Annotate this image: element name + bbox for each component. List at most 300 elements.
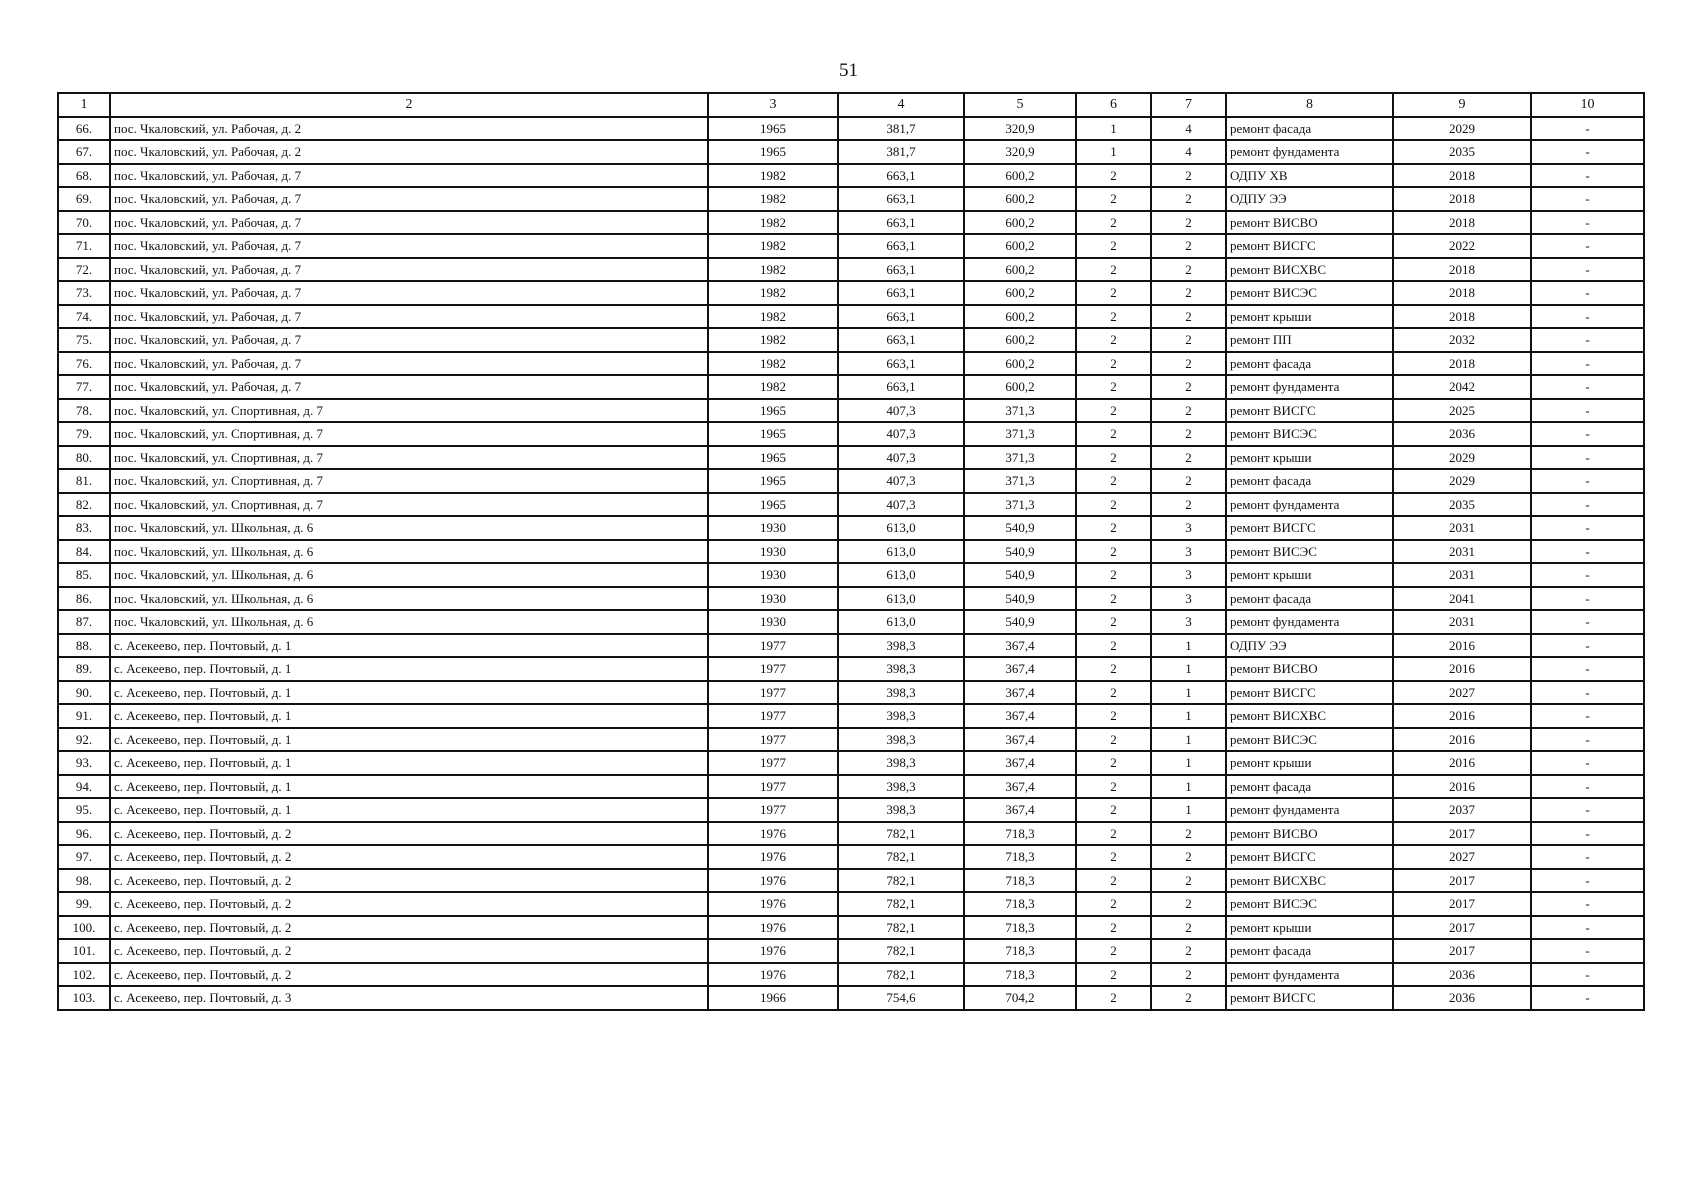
build-year-cell: 1977 [708, 775, 838, 799]
note-cell: - [1531, 869, 1644, 893]
entrances-cell: 2 [1151, 963, 1226, 987]
address-cell: пос. Чкаловский, ул. Рабочая, д. 2 [110, 140, 708, 164]
work-type-cell: ремонт крыши [1226, 446, 1393, 470]
table-row [58, 328, 1644, 352]
living-area-cell: 367,4 [964, 634, 1076, 658]
plan-year-cell: 2032 [1393, 328, 1531, 352]
column-header-8: 8 [1226, 93, 1393, 117]
table-row [58, 634, 1644, 658]
work-type-cell: ремонт ВИСЭС [1226, 540, 1393, 564]
note-cell: - [1531, 164, 1644, 188]
total-area-cell: 613,0 [838, 563, 964, 587]
floors-cell: 2 [1076, 446, 1151, 470]
build-year-cell: 1982 [708, 305, 838, 329]
work-type-cell: ОДПУ ЭЭ [1226, 187, 1393, 211]
work-type-cell: ремонт крыши [1226, 916, 1393, 940]
row-number: 98. [58, 869, 110, 893]
build-year-cell: 1976 [708, 963, 838, 987]
plan-year-cell: 2036 [1393, 422, 1531, 446]
plan-year-cell: 2027 [1393, 681, 1531, 705]
entrances-cell: 3 [1151, 540, 1226, 564]
table-row [58, 352, 1644, 376]
total-area-cell: 663,1 [838, 305, 964, 329]
work-type-cell: ремонт крыши [1226, 305, 1393, 329]
row-number: 74. [58, 305, 110, 329]
column-header-9: 9 [1393, 93, 1531, 117]
build-year-cell: 1977 [708, 798, 838, 822]
total-area-cell: 663,1 [838, 211, 964, 235]
build-year-cell: 1930 [708, 516, 838, 540]
entrances-cell: 2 [1151, 869, 1226, 893]
address-cell: пос. Чкаловский, ул. Школьная, д. 6 [110, 563, 708, 587]
entrances-cell: 2 [1151, 422, 1226, 446]
address-cell: пос. Чкаловский, ул. Рабочая, д. 7 [110, 164, 708, 188]
note-cell: - [1531, 422, 1644, 446]
note-cell: - [1531, 540, 1644, 564]
living-area-cell: 540,9 [964, 516, 1076, 540]
plan-year-cell: 2017 [1393, 939, 1531, 963]
floors-cell: 2 [1076, 986, 1151, 1010]
plan-year-cell: 2029 [1393, 117, 1531, 141]
build-year-cell: 1982 [708, 375, 838, 399]
work-type-cell: ремонт ВИСЭС [1226, 422, 1393, 446]
plan-year-cell: 2031 [1393, 563, 1531, 587]
address-cell: пос. Чкаловский, ул. Рабочая, д. 7 [110, 328, 708, 352]
living-area-cell: 371,3 [964, 446, 1076, 470]
work-type-cell: ремонт ВИСГС [1226, 681, 1393, 705]
address-cell: пос. Чкаловский, ул. Спортивная, д. 7 [110, 422, 708, 446]
floors-cell: 2 [1076, 963, 1151, 987]
living-area-cell: 600,2 [964, 258, 1076, 282]
row-number: 78. [58, 399, 110, 423]
floors-cell: 2 [1076, 352, 1151, 376]
table-row [58, 892, 1644, 916]
plan-year-cell: 2018 [1393, 258, 1531, 282]
work-type-cell: ремонт фасада [1226, 117, 1393, 141]
plan-year-cell: 2035 [1393, 493, 1531, 517]
floors-cell: 2 [1076, 563, 1151, 587]
build-year-cell: 1976 [708, 845, 838, 869]
address-cell: пос. Чкаловский, ул. Рабочая, д. 7 [110, 305, 708, 329]
plan-year-cell: 2022 [1393, 234, 1531, 258]
address-cell: пос. Чкаловский, ул. Спортивная, д. 7 [110, 469, 708, 493]
build-year-cell: 1930 [708, 587, 838, 611]
floors-cell: 2 [1076, 822, 1151, 846]
note-cell: - [1531, 798, 1644, 822]
address-cell: с. Асекеево, пер. Почтовый, д. 2 [110, 963, 708, 987]
table-row [58, 516, 1644, 540]
plan-year-cell: 2016 [1393, 728, 1531, 752]
address-cell: пос. Чкаловский, ул. Рабочая, д. 7 [110, 352, 708, 376]
total-area-cell: 381,7 [838, 117, 964, 141]
table-row [58, 775, 1644, 799]
table-row [58, 939, 1644, 963]
row-number: 88. [58, 634, 110, 658]
note-cell: - [1531, 328, 1644, 352]
address-cell: пос. Чкаловский, ул. Спортивная, д. 7 [110, 446, 708, 470]
floors-cell: 2 [1076, 728, 1151, 752]
address-cell: пос. Чкаловский, ул. Школьная, д. 6 [110, 540, 708, 564]
total-area-cell: 398,3 [838, 681, 964, 705]
build-year-cell: 1982 [708, 187, 838, 211]
address-cell: пос. Чкаловский, ул. Рабочая, д. 7 [110, 211, 708, 235]
work-type-cell: ОДПУ ХВ [1226, 164, 1393, 188]
row-number: 91. [58, 704, 110, 728]
plan-year-cell: 2016 [1393, 775, 1531, 799]
column-header-3: 3 [708, 93, 838, 117]
build-year-cell: 1982 [708, 211, 838, 235]
table-row [58, 986, 1644, 1010]
build-year-cell: 1965 [708, 117, 838, 141]
build-year-cell: 1976 [708, 892, 838, 916]
column-header-10: 10 [1531, 93, 1644, 117]
living-area-cell: 718,3 [964, 939, 1076, 963]
address-cell: пос. Чкаловский, ул. Рабочая, д. 7 [110, 281, 708, 305]
row-number: 93. [58, 751, 110, 775]
plan-year-cell: 2031 [1393, 610, 1531, 634]
floors-cell: 2 [1076, 258, 1151, 282]
entrances-cell: 1 [1151, 798, 1226, 822]
address-cell: с. Асекеево, пер. Почтовый, д. 2 [110, 822, 708, 846]
build-year-cell: 1977 [708, 704, 838, 728]
address-cell: пос. Чкаловский, ул. Школьная, д. 6 [110, 587, 708, 611]
note-cell: - [1531, 681, 1644, 705]
floors-cell: 2 [1076, 305, 1151, 329]
floors-cell: 2 [1076, 164, 1151, 188]
address-cell: с. Асекеево, пер. Почтовый, д. 1 [110, 798, 708, 822]
plan-year-cell: 2018 [1393, 187, 1531, 211]
floors-cell: 2 [1076, 375, 1151, 399]
entrances-cell: 1 [1151, 681, 1226, 705]
row-number: 97. [58, 845, 110, 869]
living-area-cell: 600,2 [964, 328, 1076, 352]
floors-cell: 2 [1076, 281, 1151, 305]
build-year-cell: 1977 [708, 751, 838, 775]
row-number: 92. [58, 728, 110, 752]
note-cell: - [1531, 117, 1644, 141]
plan-year-cell: 2016 [1393, 704, 1531, 728]
work-type-cell: ремонт фасада [1226, 352, 1393, 376]
table-row [58, 399, 1644, 423]
row-number: 82. [58, 493, 110, 517]
row-number: 86. [58, 587, 110, 611]
total-area-cell: 782,1 [838, 869, 964, 893]
work-type-cell: ремонт ВИСХВС [1226, 258, 1393, 282]
entrances-cell: 2 [1151, 352, 1226, 376]
total-area-cell: 663,1 [838, 164, 964, 188]
living-area-cell: 371,3 [964, 422, 1076, 446]
build-year-cell: 1976 [708, 869, 838, 893]
note-cell: - [1531, 775, 1644, 799]
plan-year-cell: 2027 [1393, 845, 1531, 869]
table-row [58, 540, 1644, 564]
note-cell: - [1531, 728, 1644, 752]
column-header-7: 7 [1151, 93, 1226, 117]
entrances-cell: 4 [1151, 117, 1226, 141]
row-number: 80. [58, 446, 110, 470]
work-type-cell: ремонт ВИСЭС [1226, 281, 1393, 305]
living-area-cell: 367,4 [964, 657, 1076, 681]
address-cell: с. Асекеево, пер. Почтовый, д. 1 [110, 704, 708, 728]
build-year-cell: 1977 [708, 681, 838, 705]
build-year-cell: 1965 [708, 469, 838, 493]
floors-cell: 2 [1076, 399, 1151, 423]
address-cell: с. Асекеево, пер. Почтовый, д. 2 [110, 845, 708, 869]
total-area-cell: 613,0 [838, 540, 964, 564]
living-area-cell: 600,2 [964, 211, 1076, 235]
living-area-cell: 367,4 [964, 728, 1076, 752]
entrances-cell: 1 [1151, 751, 1226, 775]
total-area-cell: 398,3 [838, 657, 964, 681]
table-row [58, 493, 1644, 517]
build-year-cell: 1976 [708, 916, 838, 940]
plan-year-cell: 2036 [1393, 986, 1531, 1010]
floors-cell: 2 [1076, 845, 1151, 869]
living-area-cell: 367,4 [964, 775, 1076, 799]
table-row [58, 469, 1644, 493]
entrances-cell: 2 [1151, 305, 1226, 329]
work-type-cell: ремонт фундамента [1226, 798, 1393, 822]
row-number: 73. [58, 281, 110, 305]
row-number: 90. [58, 681, 110, 705]
living-area-cell: 320,9 [964, 117, 1076, 141]
work-type-cell: ремонт фасада [1226, 469, 1393, 493]
floors-cell: 1 [1076, 117, 1151, 141]
row-number: 89. [58, 657, 110, 681]
plan-year-cell: 2041 [1393, 587, 1531, 611]
note-cell: - [1531, 657, 1644, 681]
entrances-cell: 2 [1151, 375, 1226, 399]
build-year-cell: 1982 [708, 234, 838, 258]
floors-cell: 2 [1076, 939, 1151, 963]
work-type-cell: ОДПУ ЭЭ [1226, 634, 1393, 658]
work-type-cell: ремонт фундамента [1226, 375, 1393, 399]
build-year-cell: 1966 [708, 986, 838, 1010]
address-cell: с. Асекеево, пер. Почтовый, д. 3 [110, 986, 708, 1010]
row-number: 81. [58, 469, 110, 493]
total-area-cell: 754,6 [838, 986, 964, 1010]
floors-cell: 2 [1076, 704, 1151, 728]
floors-cell: 2 [1076, 469, 1151, 493]
plan-year-cell: 2025 [1393, 399, 1531, 423]
living-area-cell: 367,4 [964, 798, 1076, 822]
table-row [58, 117, 1644, 141]
table-row [58, 211, 1644, 235]
floors-cell: 2 [1076, 234, 1151, 258]
header-row [58, 93, 1644, 117]
floors-cell: 2 [1076, 187, 1151, 211]
note-cell: - [1531, 493, 1644, 517]
note-cell: - [1531, 469, 1644, 493]
plan-year-cell: 2018 [1393, 305, 1531, 329]
total-area-cell: 398,3 [838, 751, 964, 775]
address-cell: с. Асекеево, пер. Почтовый, д. 2 [110, 892, 708, 916]
note-cell: - [1531, 187, 1644, 211]
living-area-cell: 540,9 [964, 587, 1076, 611]
row-number: 102. [58, 963, 110, 987]
living-area-cell: 540,9 [964, 563, 1076, 587]
plan-year-cell: 2018 [1393, 164, 1531, 188]
table-row [58, 234, 1644, 258]
entrances-cell: 3 [1151, 563, 1226, 587]
note-cell: - [1531, 446, 1644, 470]
repair-schedule-table [57, 92, 1645, 1011]
note-cell: - [1531, 211, 1644, 235]
address-cell: пос. Чкаловский, ул. Рабочая, д. 7 [110, 258, 708, 282]
note-cell: - [1531, 939, 1644, 963]
build-year-cell: 1982 [708, 164, 838, 188]
plan-year-cell: 2029 [1393, 446, 1531, 470]
address-cell: пос. Чкаловский, ул. Рабочая, д. 7 [110, 234, 708, 258]
build-year-cell: 1965 [708, 422, 838, 446]
total-area-cell: 782,1 [838, 963, 964, 987]
note-cell: - [1531, 963, 1644, 987]
table-row [58, 305, 1644, 329]
total-area-cell: 663,1 [838, 234, 964, 258]
total-area-cell: 663,1 [838, 328, 964, 352]
living-area-cell: 718,3 [964, 916, 1076, 940]
build-year-cell: 1977 [708, 634, 838, 658]
entrances-cell: 3 [1151, 610, 1226, 634]
plan-year-cell: 2018 [1393, 211, 1531, 235]
note-cell: - [1531, 892, 1644, 916]
total-area-cell: 398,3 [838, 798, 964, 822]
note-cell: - [1531, 258, 1644, 282]
row-number: 101. [58, 939, 110, 963]
total-area-cell: 398,3 [838, 775, 964, 799]
floors-cell: 2 [1076, 328, 1151, 352]
work-type-cell: ремонт ВИСВО [1226, 822, 1393, 846]
row-number: 71. [58, 234, 110, 258]
table-row [58, 422, 1644, 446]
table-row [58, 916, 1644, 940]
floors-cell: 2 [1076, 869, 1151, 893]
living-area-cell: 540,9 [964, 540, 1076, 564]
living-area-cell: 371,3 [964, 399, 1076, 423]
work-type-cell: ремонт фундамента [1226, 963, 1393, 987]
build-year-cell: 1965 [708, 446, 838, 470]
living-area-cell: 320,9 [964, 140, 1076, 164]
total-area-cell: 663,1 [838, 281, 964, 305]
total-area-cell: 613,0 [838, 587, 964, 611]
floors-cell: 2 [1076, 751, 1151, 775]
address-cell: с. Асекеево, пер. Почтовый, д. 1 [110, 751, 708, 775]
living-area-cell: 600,2 [964, 305, 1076, 329]
note-cell: - [1531, 822, 1644, 846]
living-area-cell: 367,4 [964, 704, 1076, 728]
note-cell: - [1531, 610, 1644, 634]
table-row [58, 869, 1644, 893]
work-type-cell: ремонт фундамента [1226, 493, 1393, 517]
entrances-cell: 4 [1151, 140, 1226, 164]
address-cell: пос. Чкаловский, ул. Школьная, д. 6 [110, 516, 708, 540]
floors-cell: 2 [1076, 422, 1151, 446]
note-cell: - [1531, 516, 1644, 540]
work-type-cell: ремонт ПП [1226, 328, 1393, 352]
entrances-cell: 2 [1151, 399, 1226, 423]
total-area-cell: 782,1 [838, 822, 964, 846]
entrances-cell: 2 [1151, 281, 1226, 305]
note-cell: - [1531, 352, 1644, 376]
work-type-cell: ремонт ВИСВО [1226, 657, 1393, 681]
note-cell: - [1531, 587, 1644, 611]
total-area-cell: 407,3 [838, 399, 964, 423]
plan-year-cell: 2018 [1393, 281, 1531, 305]
plan-year-cell: 2017 [1393, 892, 1531, 916]
table-row [58, 140, 1644, 164]
total-area-cell: 782,1 [838, 845, 964, 869]
row-number: 85. [58, 563, 110, 587]
work-type-cell: ремонт крыши [1226, 563, 1393, 587]
entrances-cell: 1 [1151, 704, 1226, 728]
living-area-cell: 371,3 [964, 469, 1076, 493]
table-row [58, 446, 1644, 470]
row-number: 99. [58, 892, 110, 916]
row-number: 79. [58, 422, 110, 446]
floors-cell: 2 [1076, 516, 1151, 540]
table-row [58, 845, 1644, 869]
work-type-cell: ремонт крыши [1226, 751, 1393, 775]
build-year-cell: 1965 [708, 399, 838, 423]
row-number: 68. [58, 164, 110, 188]
address-cell: пос. Чкаловский, ул. Школьная, д. 6 [110, 610, 708, 634]
entrances-cell: 2 [1151, 187, 1226, 211]
entrances-cell: 3 [1151, 587, 1226, 611]
living-area-cell: 600,2 [964, 375, 1076, 399]
plan-year-cell: 2016 [1393, 634, 1531, 658]
build-year-cell: 1977 [708, 728, 838, 752]
table-row [58, 798, 1644, 822]
entrances-cell: 2 [1151, 939, 1226, 963]
floors-cell: 2 [1076, 798, 1151, 822]
living-area-cell: 718,3 [964, 963, 1076, 987]
address-cell: с. Асекеево, пер. Почтовый, д. 2 [110, 939, 708, 963]
row-number: 103. [58, 986, 110, 1010]
table-body [58, 117, 1644, 1010]
table-row [58, 751, 1644, 775]
column-header-5: 5 [964, 93, 1076, 117]
table-row [58, 963, 1644, 987]
row-number: 96. [58, 822, 110, 846]
floors-cell: 2 [1076, 634, 1151, 658]
work-type-cell: ремонт фундамента [1226, 610, 1393, 634]
floors-cell: 2 [1076, 211, 1151, 235]
floors-cell: 2 [1076, 916, 1151, 940]
floors-cell: 2 [1076, 657, 1151, 681]
work-type-cell: ремонт ВИСГС [1226, 986, 1393, 1010]
floors-cell: 2 [1076, 493, 1151, 517]
living-area-cell: 540,9 [964, 610, 1076, 634]
plan-year-cell: 2018 [1393, 352, 1531, 376]
table-row [58, 681, 1644, 705]
total-area-cell: 663,1 [838, 187, 964, 211]
table-row [58, 164, 1644, 188]
plan-year-cell: 2035 [1393, 140, 1531, 164]
row-number: 95. [58, 798, 110, 822]
note-cell: - [1531, 563, 1644, 587]
total-area-cell: 398,3 [838, 634, 964, 658]
note-cell: - [1531, 986, 1644, 1010]
plan-year-cell: 2017 [1393, 916, 1531, 940]
living-area-cell: 371,3 [964, 493, 1076, 517]
total-area-cell: 782,1 [838, 892, 964, 916]
work-type-cell: ремонт фундамента [1226, 140, 1393, 164]
row-number: 84. [58, 540, 110, 564]
work-type-cell: ремонт фасада [1226, 587, 1393, 611]
work-type-cell: ремонт ВИСЭС [1226, 728, 1393, 752]
work-type-cell: ремонт фасада [1226, 775, 1393, 799]
plan-year-cell: 2031 [1393, 516, 1531, 540]
